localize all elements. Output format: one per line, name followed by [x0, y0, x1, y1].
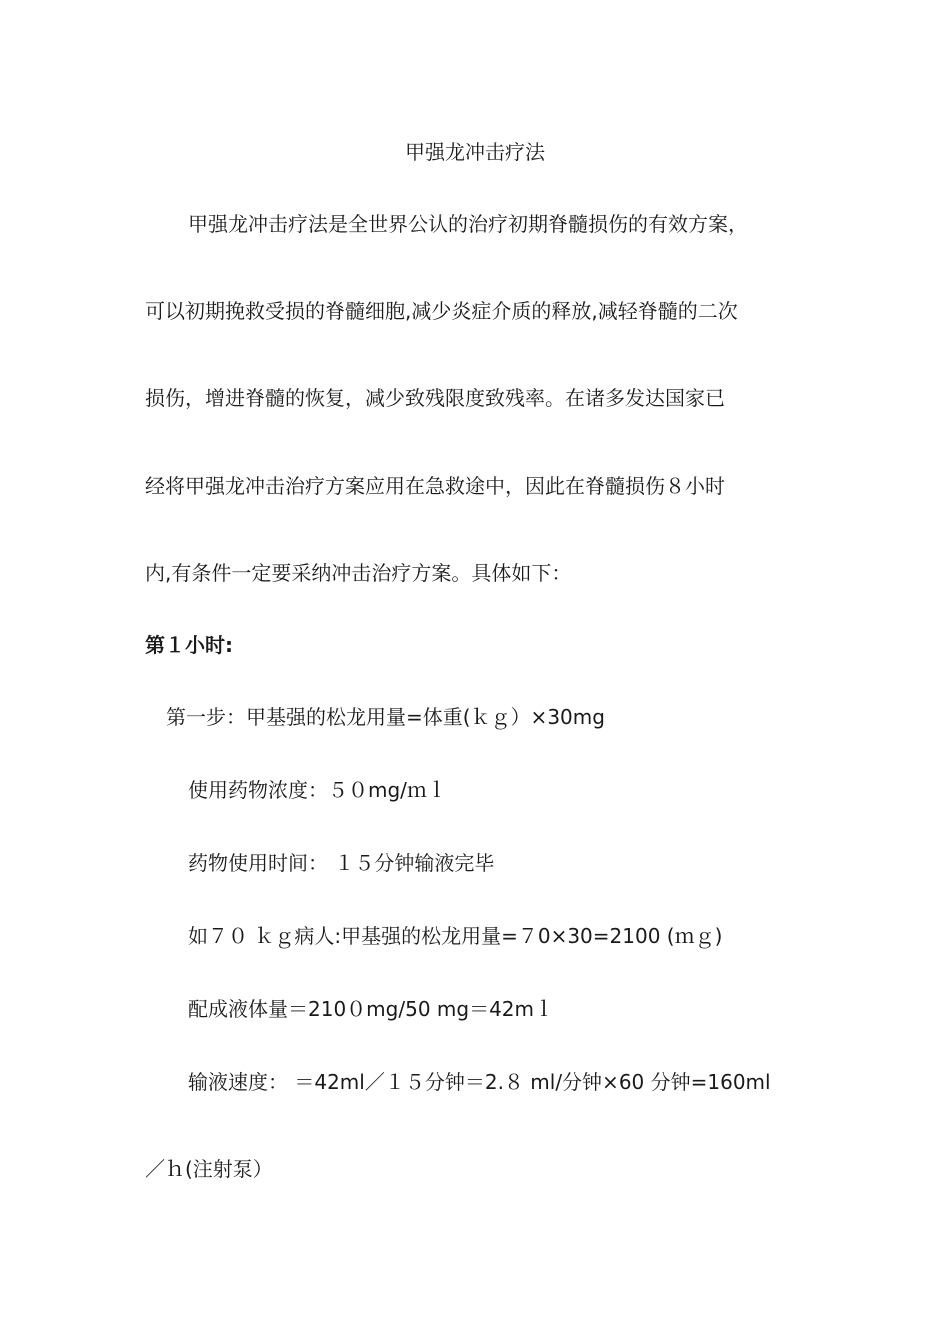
section-heading: 第１小时: — [145, 633, 233, 657]
step-one: 第一步：甲基强的松龙用量=体重(ｋｇ）×30mg — [166, 705, 605, 729]
intro-line-5: 内,有条件一定要采纳冲击治疗方案。具体如下： — [145, 561, 572, 585]
intro-line-2: 可以初期挽救受损的脊髓细胞,减少炎症介质的释放,减轻脊髓的二次 — [145, 299, 738, 323]
detail-line-5: 输液速度： ＝42ml／１５分钟＝2.８ ml/分钟×60 分钟=160ml — [188, 1070, 771, 1094]
intro-line-4: 经将甲强龙冲击治疗方案应用在急救途中，因此在脊髓损伤８小时 — [145, 474, 725, 498]
intro-line-1: 甲强龙冲击疗法是全世界公认的治疗初期脊髓损伤的有效方案， — [188, 212, 748, 236]
detail-line-1: 使用药物浓度：５０mg/ｍｌ — [188, 778, 447, 802]
detail-line-2: 药物使用时间： １５分钟输液完毕 — [188, 851, 495, 875]
document-title: 甲强龙冲击疗法 — [405, 140, 545, 164]
intro-line-3: 损伤，增进脊髓的恢复，减少致残限度致残率。在诸多发达国家已 — [145, 386, 725, 410]
detail-line-3: 如７０ ｋｇ病人:甲基强的松龙用量=７0×30=2100 (ｍｇ) — [188, 924, 723, 948]
detail-line-4: 配成液体量＝210０mg/50 mg＝42mｌ — [188, 997, 555, 1021]
continuation-line: ／ｈ(注射泵） — [145, 1157, 273, 1181]
